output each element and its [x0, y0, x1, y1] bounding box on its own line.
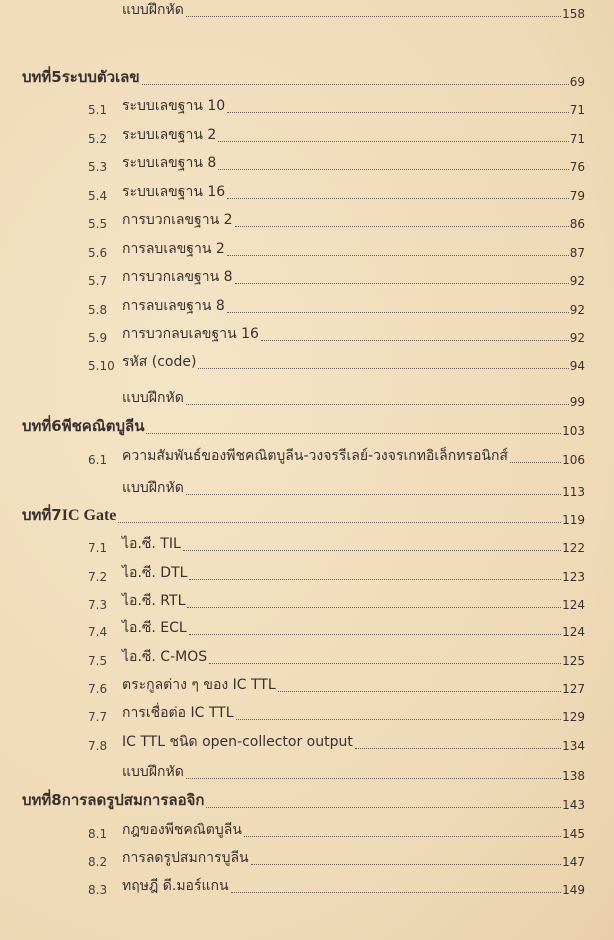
entry: [122, 533, 585, 555]
section-title: การบวกเลขฐาน 8: [122, 269, 233, 285]
toc-section-row: [0, 732, 614, 756]
toc-section-row: [0, 848, 614, 872]
entry: [122, 209, 585, 231]
chapter-number: 5: [51, 68, 62, 86]
page-number: 124: [562, 625, 585, 639]
section-title: กฎของพีชคณิตบูลีน: [122, 822, 242, 838]
section-title: การเชื่อต่อ IC TTL: [122, 705, 234, 721]
entry: [22, 503, 585, 527]
entry: [122, 819, 585, 841]
chapter-number: 6: [51, 417, 62, 435]
page-number: 99: [569, 395, 585, 409]
section-number: 5.9: [88, 331, 108, 345]
section-title: ไอ.ซี. RTL: [122, 593, 186, 609]
section-title: ระบบเลขฐาน 16: [122, 184, 226, 200]
dot-leader: [209, 663, 561, 664]
entry: [122, 731, 585, 753]
entry: [122, 477, 585, 499]
section-number: 5.4: [88, 189, 108, 203]
page-number: 106: [562, 453, 585, 467]
section-title: แบบฝึกหัด: [122, 480, 184, 496]
page-number: 86: [569, 217, 585, 231]
chapter-title: การลดรูปสมการลอจิก: [61, 791, 205, 809]
section-title: แบบฝึกหัด: [122, 2, 184, 18]
toc-chapter-row: [0, 506, 614, 530]
dot-leader: [186, 494, 561, 495]
page-number: 143: [562, 798, 585, 812]
toc-section-row: [0, 534, 614, 558]
section-title: การลบเลขฐาน 2: [122, 241, 225, 257]
page-number: 69: [569, 75, 585, 89]
dot-leader: [227, 255, 569, 256]
section-number: 5.2: [88, 132, 108, 146]
dot-leader: [278, 691, 561, 692]
toc-section-row: [0, 618, 614, 642]
section-number: 5.6: [88, 246, 108, 260]
dot-leader: [189, 579, 561, 580]
entry: [122, 238, 585, 260]
page-number: 129: [562, 710, 585, 724]
entry: [122, 445, 585, 467]
section-number: 5.1: [88, 103, 108, 117]
entry: [122, 646, 585, 668]
entry: [22, 788, 585, 812]
dot-leader: [227, 198, 569, 199]
entry: [122, 847, 585, 869]
dot-leader: [186, 16, 561, 17]
dot-leader: [218, 169, 568, 170]
toc-section-row: [0, 478, 614, 502]
section-title: ไอ.ซี. ECL: [122, 620, 187, 636]
entry: [122, 590, 585, 612]
entry: [122, 875, 585, 897]
chapter-title: พีชคณิตบูลีน: [61, 417, 145, 435]
entry: [122, 181, 585, 203]
section-number: 5.3: [88, 160, 108, 174]
section-title: การลดรูปสมการบูลีน: [122, 850, 249, 866]
toc-section-row: [0, 820, 614, 844]
section-title: ระบบเลขฐาน 10: [122, 98, 226, 114]
toc-section-row: [0, 324, 614, 348]
dot-leader: [235, 226, 569, 227]
chapter-label: บทที่5ระบบตัวเลข: [22, 68, 140, 86]
dot-leader: [355, 748, 561, 749]
dot-leader: [251, 864, 561, 865]
section-title: รหัส (code): [122, 354, 197, 370]
page-number: 103: [562, 424, 585, 438]
dot-leader: [198, 368, 568, 369]
section-number: 5.7: [88, 274, 108, 288]
section-number: 8.1: [88, 827, 108, 841]
entry: [122, 266, 585, 288]
entry: [122, 702, 585, 724]
entry: [122, 95, 585, 117]
section-number: 7.1: [88, 541, 108, 555]
page-number: 125: [562, 654, 585, 668]
entry: [122, 761, 585, 783]
toc-chapter-row: [0, 791, 614, 815]
section-number: 5.5: [88, 217, 108, 231]
entry: [122, 617, 585, 639]
dot-leader: [189, 634, 561, 635]
section-title: แบบฝึกหัด: [122, 390, 184, 406]
page-number: 79: [569, 189, 585, 203]
chapter-title: IC Gate: [61, 507, 117, 524]
page-number: 124: [562, 598, 585, 612]
entry: [122, 351, 585, 373]
dot-leader: [227, 112, 569, 113]
chapter-label: บทที่8การลดรูปสมการลอจิก: [22, 791, 205, 809]
toc-section-row: [0, 762, 614, 786]
section-number: 7.6: [88, 682, 108, 696]
entry: [122, 562, 585, 584]
entry: [122, 0, 585, 21]
dot-leader: [510, 462, 561, 463]
dot-leader: [227, 312, 569, 313]
dot-leader: [186, 778, 561, 779]
entry: [122, 152, 585, 174]
page-number: 113: [562, 485, 585, 499]
toc-chapter-row: [0, 417, 614, 441]
entry: [122, 674, 585, 696]
toc-section-row: [0, 182, 614, 206]
entry: [122, 323, 585, 345]
chapter-number: 8: [51, 791, 62, 809]
page-number: 127: [562, 682, 585, 696]
toc-section-row: [0, 703, 614, 727]
section-title: แบบฝึกหัด: [122, 764, 184, 780]
entry: [122, 124, 585, 146]
dot-leader: [231, 892, 562, 893]
toc-section-row: [0, 876, 614, 900]
dot-leader: [244, 836, 561, 837]
section-number: 5.10: [88, 359, 115, 373]
toc-section-row: [0, 239, 614, 263]
section-number: 7.5: [88, 654, 108, 668]
toc-section-row: [0, 210, 614, 234]
page-number: 122: [562, 541, 585, 555]
section-number: 5.8: [88, 303, 108, 317]
section-title: ไอ.ซี. DTL: [122, 565, 188, 581]
section-number: 8.2: [88, 855, 108, 869]
section-title: ไอ.ซี. TIL: [122, 536, 181, 552]
page-number: 92: [569, 331, 585, 345]
dot-leader: [218, 141, 568, 142]
page-number: 92: [569, 303, 585, 317]
toc-chapter-row: [0, 68, 614, 92]
page-number: 76: [569, 160, 585, 174]
section-title: ความสัมพันธ์ของพีชคณิตบูลีน-วงจรรีเลย์-วงจรเกทอิเล็กทรอนิกส์: [122, 448, 508, 464]
toc-section-row: [0, 296, 614, 320]
page-number: 71: [569, 132, 585, 146]
page-number: 145: [562, 827, 585, 841]
section-title: ตระกูลต่าง ๆ ของ IC TTL: [122, 677, 276, 693]
entry: [122, 387, 585, 409]
section-number: 8.3: [88, 883, 108, 897]
section-number: 7.4: [88, 625, 108, 639]
chapter-label: บทที่6พีชคณิตบูลีน: [22, 417, 145, 435]
dot-leader: [206, 807, 561, 808]
dot-leader: [118, 522, 561, 523]
toc-section-row: [0, 153, 614, 177]
entry: [22, 65, 585, 89]
section-title: การบวกเลขฐาน 2: [122, 212, 233, 228]
page-number: 92: [569, 274, 585, 288]
section-number: 6.1: [88, 453, 108, 467]
toc-section-row: [0, 675, 614, 699]
toc-section-row: [0, 591, 614, 615]
dot-leader: [146, 433, 561, 434]
dot-leader: [186, 404, 569, 405]
toc-section-row: [0, 96, 614, 120]
dot-leader: [187, 607, 561, 608]
section-title: การลบเลขฐาน 8: [122, 298, 225, 314]
page-number: 119: [562, 513, 585, 527]
dot-leader: [142, 84, 569, 85]
section-title: ทฤษฎี ดี.มอร์แกน: [122, 878, 229, 894]
page-number: 149: [562, 883, 585, 897]
toc-section-row: [0, 352, 614, 376]
section-title: ระบบเลขฐาน 8: [122, 155, 217, 171]
section-number: 7.2: [88, 570, 108, 584]
section-title: ระบบเลขฐาน 2: [122, 127, 217, 143]
page-number: 158: [562, 7, 585, 21]
toc-section-row: [0, 267, 614, 291]
page-number: 71: [569, 103, 585, 117]
chapter-label: บทที่7IC Gate: [22, 506, 117, 524]
toc-section-row: [0, 125, 614, 149]
section-number: 7.3: [88, 598, 108, 612]
chapter-title: ระบบตัวเลข: [61, 68, 140, 86]
dot-leader: [261, 340, 569, 341]
dot-leader: [235, 283, 569, 284]
section-title: การบวกลบเลขฐาน 16: [122, 326, 259, 342]
toc-section-row: [0, 647, 614, 671]
section-number: 7.7: [88, 710, 108, 724]
page-number: 147: [562, 855, 585, 869]
toc-section-row: [0, 388, 614, 412]
dot-leader: [236, 719, 562, 720]
section-title: IC TTL ชนิด open-collector output: [122, 734, 353, 750]
section-number: 7.8: [88, 739, 108, 753]
page-number: 134: [562, 739, 585, 753]
page-number: 87: [569, 246, 585, 260]
toc-section-row: [0, 0, 614, 24]
toc-section-row: [0, 446, 614, 470]
entry: [122, 295, 585, 317]
page-number: 123: [562, 570, 585, 584]
dot-leader: [183, 550, 561, 551]
page-number: 94: [569, 359, 585, 373]
entry: [22, 414, 585, 438]
page-number: 138: [562, 769, 585, 783]
chapter-number: 7: [51, 506, 62, 524]
toc-section-row: [0, 563, 614, 587]
section-title: ไอ.ซี. C-MOS: [122, 649, 208, 665]
